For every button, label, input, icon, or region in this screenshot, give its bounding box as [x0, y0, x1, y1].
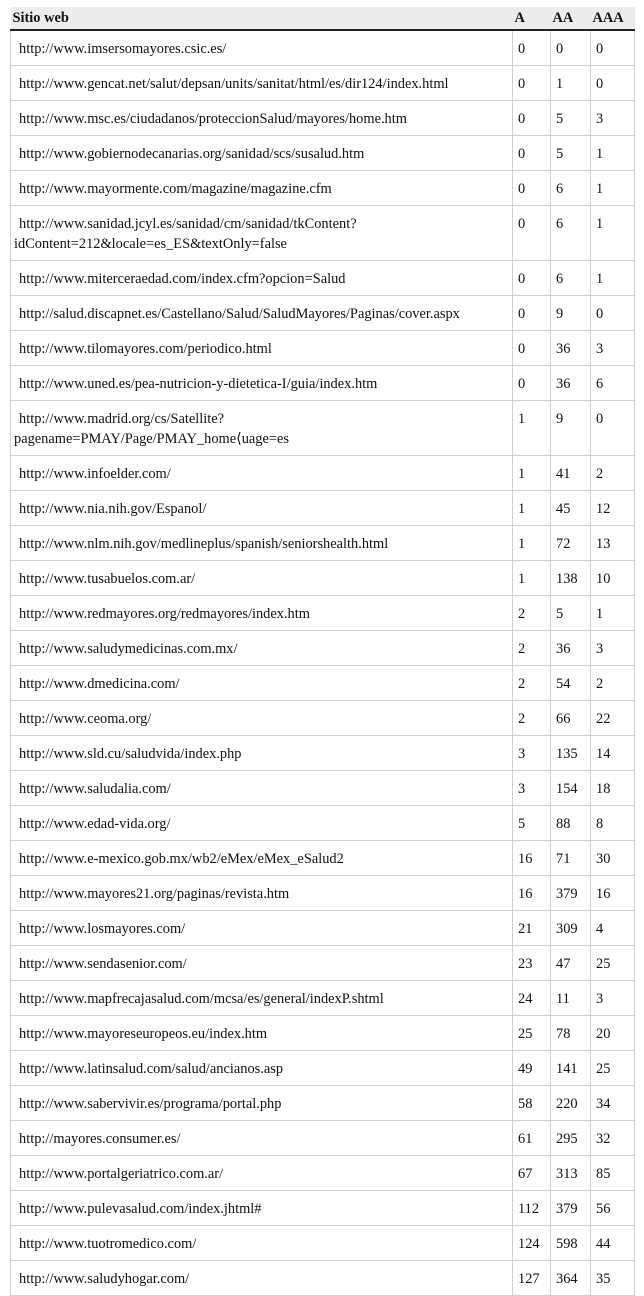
- errors-aaa-cell: 8: [591, 806, 635, 841]
- errors-aaa-cell: 3: [591, 981, 635, 1016]
- table-row: [11, 401, 635, 456]
- errors-aa-cell: 220: [551, 1086, 591, 1121]
- errors-aa-cell: 5: [551, 101, 591, 136]
- table-row: [11, 66, 635, 101]
- errors-a-cell: 0: [513, 206, 551, 261]
- errors-aaa-cell: 10: [591, 561, 635, 596]
- errors-aaa-cell: 1: [591, 596, 635, 631]
- site-url-cell: http://www.gencat.net/salut/depsan/units/sanitat/html/es/dir124/index.html: [11, 66, 513, 101]
- errors-a-cell: 0: [513, 136, 551, 171]
- site-url-cell: http://www.redmayores.org/redmayores/index.htm: [11, 596, 513, 631]
- site-url-cell: [11, 206, 513, 261]
- errors-aaa-cell: 25: [591, 1051, 635, 1086]
- errors-aa-cell: 71: [551, 841, 591, 876]
- table-row: [11, 491, 635, 526]
- table-row: [11, 136, 635, 171]
- errors-aa-cell: 54: [551, 666, 591, 701]
- site-url-cell: http://www.edad-vida.org/: [11, 806, 513, 841]
- table-row: [11, 171, 635, 206]
- table-row: [11, 666, 635, 701]
- errors-aaa-cell: 14: [591, 736, 635, 771]
- errors-aa-cell: 598: [551, 1226, 591, 1261]
- site-url-cell: http://www.dmedicina.com/: [11, 666, 513, 701]
- errors-a-cell: 0: [513, 30, 551, 66]
- errors-aa-cell: 88: [551, 806, 591, 841]
- site-url-cell: http://www.tusabuelos.com.ar/: [11, 561, 513, 596]
- table-row: [11, 1086, 635, 1121]
- errors-aaa-cell: 1: [591, 171, 635, 206]
- table-row: [11, 596, 635, 631]
- site-url-cell: http://www.mayoreseuropeos.eu/index.htm: [11, 1016, 513, 1051]
- table-row: [11, 456, 635, 491]
- errors-aa-cell: 36: [551, 331, 591, 366]
- site-url-cell: http://www.infoelder.com/: [11, 456, 513, 491]
- header-aaa: AAA: [591, 7, 635, 30]
- errors-a-cell: 112: [513, 1191, 551, 1226]
- errors-a-cell: 23: [513, 946, 551, 981]
- errors-a-cell: 0: [513, 331, 551, 366]
- errors-aaa-cell: 30: [591, 841, 635, 876]
- errors-a-cell: 67: [513, 1156, 551, 1191]
- table-row: [11, 526, 635, 561]
- site-url-cell: http://www.gobiernodecanarias.org/sanidad/scs/susalud.htm: [11, 136, 513, 171]
- table-row: [11, 841, 635, 876]
- errors-aaa-cell: 4: [591, 911, 635, 946]
- errors-aa-cell: 1: [551, 66, 591, 101]
- table-row: [11, 206, 635, 261]
- errors-a-cell: 1: [513, 491, 551, 526]
- errors-a-cell: 3: [513, 771, 551, 806]
- errors-aaa-cell: 12: [591, 491, 635, 526]
- errors-aa-cell: 5: [551, 136, 591, 171]
- errors-aa-cell: 36: [551, 631, 591, 666]
- errors-a-cell: 2: [513, 701, 551, 736]
- table-row: [11, 366, 635, 401]
- errors-aa-cell: 66: [551, 701, 591, 736]
- table-row: [11, 296, 635, 331]
- header-aa: AA: [551, 7, 591, 30]
- errors-aa-cell: 6: [551, 206, 591, 261]
- table-body: [11, 30, 635, 1296]
- errors-a-cell: 25: [513, 1016, 551, 1051]
- errors-aaa-cell: 34: [591, 1086, 635, 1121]
- errors-aa-cell: 6: [551, 171, 591, 206]
- table-row: [11, 1191, 635, 1226]
- errors-aaa-cell: 25: [591, 946, 635, 981]
- errors-a-cell: 21: [513, 911, 551, 946]
- table-header: [11, 7, 635, 30]
- errors-aaa-cell: 1: [591, 136, 635, 171]
- errors-a-cell: 3: [513, 736, 551, 771]
- accessibility-errors-table: [10, 7, 635, 1296]
- errors-a-cell: 0: [513, 261, 551, 296]
- errors-a-cell: 61: [513, 1121, 551, 1156]
- site-url-line-2: pagename=PMAY/Page/PMAY_home⟨uage=es: [14, 431, 289, 447]
- errors-a-cell: 0: [513, 171, 551, 206]
- errors-aaa-cell: 0: [591, 401, 635, 456]
- site-url-cell: http://www.miterceraedad.com/index.cfm?opcion=Salud: [11, 261, 513, 296]
- site-url-cell: http://www.portalgeriatrico.com.ar/: [11, 1156, 513, 1191]
- errors-aaa-cell: 1: [591, 206, 635, 261]
- errors-aaa-cell: 85: [591, 1156, 635, 1191]
- site-url-cell: http://salud.discapnet.es/Castellano/Salud/SaludMayores/Paginas/cover.aspx: [11, 296, 513, 331]
- errors-a-cell: 124: [513, 1226, 551, 1261]
- errors-a-cell: 0: [513, 366, 551, 401]
- errors-aa-cell: 379: [551, 1191, 591, 1226]
- errors-a-cell: 0: [513, 101, 551, 136]
- errors-aaa-cell: 56: [591, 1191, 635, 1226]
- table-row: [11, 561, 635, 596]
- site-url-cell: http://www.saludymedicinas.com.mx/: [11, 631, 513, 666]
- table-row: [11, 736, 635, 771]
- table-row: [11, 101, 635, 136]
- site-url-cell: http://www.nia.nih.gov/Espanol/: [11, 491, 513, 526]
- errors-aaa-cell: 3: [591, 331, 635, 366]
- site-url-cell: http://www.sabervivir.es/programa/portal.php: [11, 1086, 513, 1121]
- site-url-cell: http://www.mayores21.org/paginas/revista.htm: [11, 876, 513, 911]
- table-row: [11, 331, 635, 366]
- site-url-cell: http://www.mapfrecajasalud.com/mcsa/es/general/indexP.shtml: [11, 981, 513, 1016]
- errors-aaa-cell: 32: [591, 1121, 635, 1156]
- table-row: [11, 771, 635, 806]
- site-url-cell: http://www.losmayores.com/: [11, 911, 513, 946]
- errors-aa-cell: 72: [551, 526, 591, 561]
- errors-aa-cell: 5: [551, 596, 591, 631]
- site-url-line-1: http://www.madrid.org/cs/Satellite?: [19, 411, 225, 427]
- errors-a-cell: 1: [513, 526, 551, 561]
- errors-aa-cell: 41: [551, 456, 591, 491]
- errors-aa-cell: 295: [551, 1121, 591, 1156]
- errors-a-cell: 24: [513, 981, 551, 1016]
- errors-aaa-cell: 0: [591, 296, 635, 331]
- errors-aa-cell: 36: [551, 366, 591, 401]
- site-url-cell: http://www.mayormente.com/magazine/magazine.cfm: [11, 171, 513, 206]
- errors-aaa-cell: 6: [591, 366, 635, 401]
- errors-aaa-cell: 2: [591, 456, 635, 491]
- table-row: [11, 1261, 635, 1296]
- table-row: [11, 911, 635, 946]
- accessibility-table-container: [10, 7, 634, 1296]
- errors-aaa-cell: 13: [591, 526, 635, 561]
- errors-a-cell: 1: [513, 401, 551, 456]
- site-url-cell: http://www.saludalia.com/: [11, 771, 513, 806]
- site-url-cell: http://www.uned.es/pea-nutricion-y-dietetica-I/guia/index.htm: [11, 366, 513, 401]
- errors-aaa-cell: 16: [591, 876, 635, 911]
- errors-aa-cell: 141: [551, 1051, 591, 1086]
- site-url-cell: http://www.ceoma.org/: [11, 701, 513, 736]
- table-row: [11, 981, 635, 1016]
- errors-aaa-cell: 18: [591, 771, 635, 806]
- site-url-cell: http://www.e-mexico.gob.mx/wb2/eMex/eMex_eSalud2: [11, 841, 513, 876]
- errors-aaa-cell: 44: [591, 1226, 635, 1261]
- errors-aa-cell: 138: [551, 561, 591, 596]
- site-url-cell: http://www.sendasenior.com/: [11, 946, 513, 981]
- site-url-cell: http://www.nlm.nih.gov/medlineplus/spanish/seniorshealth.html: [11, 526, 513, 561]
- errors-aaa-cell: 3: [591, 101, 635, 136]
- errors-aaa-cell: 0: [591, 30, 635, 66]
- errors-a-cell: 1: [513, 561, 551, 596]
- errors-aa-cell: 379: [551, 876, 591, 911]
- table-row: [11, 30, 635, 66]
- errors-a-cell: 1: [513, 456, 551, 491]
- errors-aa-cell: 364: [551, 1261, 591, 1296]
- site-url-cell: [11, 401, 513, 456]
- site-url-cell: http://www.tilomayores.com/periodico.html: [11, 331, 513, 366]
- errors-aa-cell: 11: [551, 981, 591, 1016]
- site-url-cell: http://www.imsersomayores.csic.es/: [11, 30, 513, 66]
- table-row: [11, 1226, 635, 1261]
- errors-aa-cell: 78: [551, 1016, 591, 1051]
- table-row: [11, 261, 635, 296]
- header-a: A: [513, 7, 551, 30]
- table-row: [11, 1121, 635, 1156]
- table-row: [11, 701, 635, 736]
- errors-aaa-cell: 0: [591, 66, 635, 101]
- errors-aa-cell: 45: [551, 491, 591, 526]
- errors-aa-cell: 154: [551, 771, 591, 806]
- errors-a-cell: 2: [513, 596, 551, 631]
- errors-aaa-cell: 3: [591, 631, 635, 666]
- errors-aaa-cell: 35: [591, 1261, 635, 1296]
- errors-a-cell: 0: [513, 66, 551, 101]
- errors-aa-cell: 309: [551, 911, 591, 946]
- errors-aa-cell: 6: [551, 261, 591, 296]
- errors-aa-cell: 135: [551, 736, 591, 771]
- header-row: [11, 7, 635, 30]
- header-site: Sitio web: [11, 7, 513, 30]
- site-url-cell: http://www.tuotromedico.com/: [11, 1226, 513, 1261]
- site-url-line-1: http://www.sanidad.jcyl.es/sanidad/cm/sanidad/tkContent?: [19, 216, 357, 232]
- site-url-cell: http://www.pulevasalud.com/index.jhtml#: [11, 1191, 513, 1226]
- site-url-cell: http://www.msc.es/ciudadanos/proteccionSalud/mayores/home.htm: [11, 101, 513, 136]
- errors-aaa-cell: 22: [591, 701, 635, 736]
- errors-a-cell: 2: [513, 631, 551, 666]
- table-row: [11, 876, 635, 911]
- site-url-cell: http://www.latinsalud.com/salud/ancianos.asp: [11, 1051, 513, 1086]
- site-url-cell: http://www.sld.cu/saludvida/index.php: [11, 736, 513, 771]
- errors-a-cell: 49: [513, 1051, 551, 1086]
- errors-aaa-cell: 20: [591, 1016, 635, 1051]
- table-row: [11, 1051, 635, 1086]
- errors-aa-cell: 9: [551, 401, 591, 456]
- errors-a-cell: 127: [513, 1261, 551, 1296]
- table-row: [11, 631, 635, 666]
- errors-a-cell: 5: [513, 806, 551, 841]
- errors-aa-cell: 313: [551, 1156, 591, 1191]
- errors-a-cell: 16: [513, 876, 551, 911]
- table-row: [11, 1016, 635, 1051]
- table-row: [11, 946, 635, 981]
- errors-aaa-cell: 1: [591, 261, 635, 296]
- errors-a-cell: 0: [513, 296, 551, 331]
- errors-a-cell: 2: [513, 666, 551, 701]
- errors-aaa-cell: 2: [591, 666, 635, 701]
- site-url-cell: http://www.saludyhogar.com/: [11, 1261, 513, 1296]
- errors-aa-cell: 0: [551, 30, 591, 66]
- errors-a-cell: 16: [513, 841, 551, 876]
- site-url-cell: http://mayores.consumer.es/: [11, 1121, 513, 1156]
- table-row: [11, 806, 635, 841]
- errors-a-cell: 58: [513, 1086, 551, 1121]
- site-url-line-2: idContent=212&locale=es_ES&textOnly=false: [14, 236, 287, 252]
- errors-aa-cell: 9: [551, 296, 591, 331]
- errors-aa-cell: 47: [551, 946, 591, 981]
